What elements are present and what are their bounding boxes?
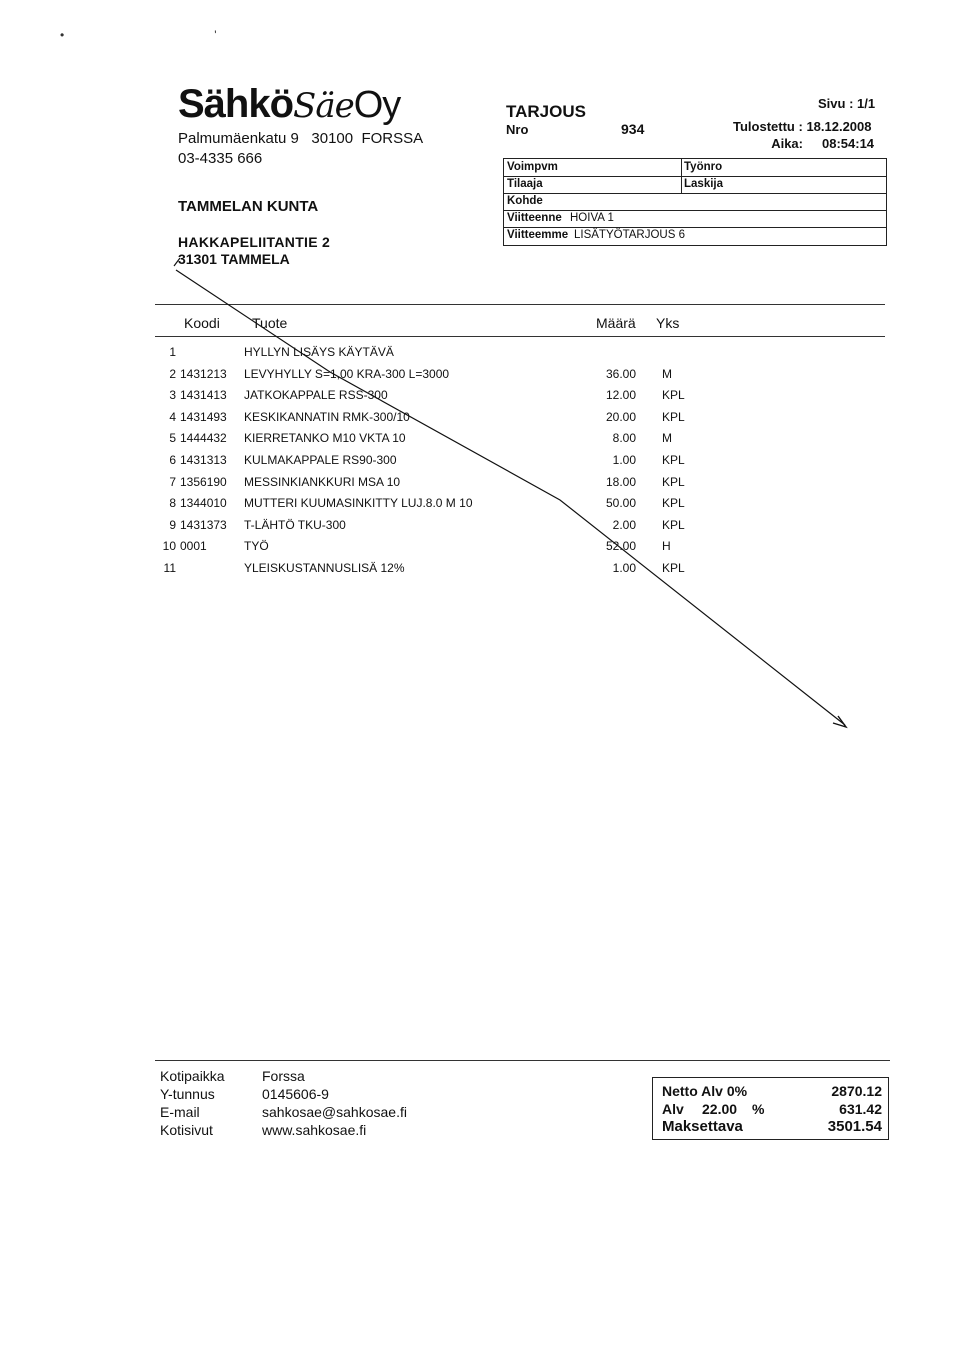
total-due-value: 3501.54: [827, 1118, 882, 1135]
tyonro-label: Työnro: [684, 161, 723, 173]
row-code: 1431493: [180, 409, 227, 424]
kohde-label: Kohde: [507, 195, 543, 207]
printed-value: 18.12.2008: [806, 119, 872, 134]
row-number: 11: [163, 561, 176, 575]
row-quantity: 20.00: [605, 409, 636, 424]
time-label: Aika:: [771, 136, 803, 151]
totals-box: [652, 1077, 889, 1140]
document-number: 934: [621, 121, 645, 137]
row-number: 6: [169, 453, 176, 467]
row-description: MUTTERI KUUMASINKITTY LUJ.8.0 M 10: [244, 496, 473, 511]
row-quantity: 2.00: [612, 517, 636, 532]
footer-ytunnus: 0145606-9: [262, 1086, 329, 1102]
row-number: 3: [169, 388, 176, 403]
row-number: 9: [169, 517, 176, 532]
total-net-label: Netto Alv 0%: [662, 1083, 748, 1099]
row-number: 7: [169, 474, 176, 489]
row-unit: M: [662, 431, 672, 446]
laskija-label: Laskija: [684, 178, 723, 190]
row-quantity: 12.00: [605, 388, 636, 403]
row-quantity: 8.00: [612, 431, 636, 446]
row-description: KULMAKAPPALE RS90-300: [244, 453, 397, 467]
scan-marks: • ': [60, 28, 217, 42]
footer-email: sahkosae@sahkosae.fi: [262, 1104, 407, 1120]
row-number: 1: [169, 345, 176, 359]
row-code: 1431213: [180, 366, 227, 381]
row-code: 1356190: [180, 474, 227, 489]
row-code: 1431413: [180, 388, 227, 403]
viitteenne-value: HOIVA 1: [570, 212, 614, 224]
total-vat-value: 631.42: [839, 1101, 882, 1117]
footer-web-label: Kotisivut: [160, 1122, 213, 1138]
row-code: 1431313: [180, 453, 227, 467]
column-header-code: Koodi: [184, 315, 220, 331]
customer-street: HAKKAPELIITANTIE 2: [178, 234, 331, 250]
printed-label: Tulostettu :: [733, 119, 803, 134]
total-net-value: 2870.12: [831, 1083, 882, 1099]
row-unit: KPL: [662, 496, 685, 511]
tilaaja-label: Tilaaja: [507, 178, 543, 190]
row-description: KIERRETANKO M10 VKTA 10: [244, 431, 406, 446]
row-code: 1344010: [180, 496, 227, 511]
time-value: 08:54:14: [822, 136, 875, 151]
viitteemme-label: Viitteemme: [507, 229, 569, 241]
row-quantity: 1.00: [612, 453, 636, 467]
logo-text-suffix: Oy: [353, 84, 401, 126]
row-code: 0001: [180, 539, 207, 554]
row-unit: H: [662, 539, 671, 554]
row-quantity: 36.00: [605, 366, 636, 381]
footer-rule: [155, 1060, 890, 1061]
row-number: 2: [169, 366, 176, 381]
viitteenne-label: Viitteenne: [507, 212, 562, 224]
company-address: Palmumäenkatu 9 30100 FORSSA: [178, 130, 424, 147]
column-header-product: Tuote: [252, 315, 288, 331]
logo-text-prefix: Sähkö: [178, 82, 294, 126]
row-description: MESSINKIANKKURI MSA 10: [244, 474, 401, 489]
footer-ytunnus-label: Y-tunnus: [160, 1086, 215, 1102]
column-header-qty: Määrä: [596, 315, 636, 331]
row-unit: KPL: [662, 517, 685, 532]
row-code: 1444432: [180, 431, 227, 446]
customer-city: 31301 TAMMELA: [178, 251, 290, 267]
row-description: TYÖ: [244, 539, 269, 554]
row-quantity: 1.00: [612, 561, 636, 575]
row-unit: M: [662, 366, 672, 381]
row-code: 1431373: [180, 517, 227, 532]
row-description: KESKIKANNATIN RMK-300/10: [244, 409, 410, 424]
viitteemme-value: LISÄTYÖTARJOUS 6: [574, 229, 685, 241]
row-description: HYLLYN LISÄYS KÄYTÄVÄ: [244, 345, 394, 359]
column-header-unit: Yks: [656, 315, 680, 331]
row-quantity: 18.00: [605, 474, 636, 489]
footer-web: www.sahkosae.fi: [262, 1122, 367, 1138]
row-unit: KPL: [662, 474, 685, 489]
row-unit: KPL: [662, 388, 685, 403]
total-vat-rate: 22.00: [702, 1101, 738, 1117]
row-unit: KPL: [662, 409, 685, 424]
row-description: LEVYHYLLY S=1,00 KRA-300 L=3000: [244, 366, 450, 381]
footer-email-label: E-mail: [160, 1104, 200, 1120]
voimpvm-label: Voimpvm: [507, 161, 558, 173]
total-due-label: Maksettava: [662, 1118, 743, 1135]
row-description: T-LÄHTÖ TKU-300: [244, 517, 346, 532]
row-quantity: 52.00: [605, 539, 636, 554]
row-description: YLEISKUSTANNUSLISÄ 12%: [244, 561, 405, 575]
document-title: TARJOUS: [506, 102, 586, 121]
total-vat-label: Alv: [662, 1101, 684, 1117]
row-number: 10: [162, 539, 176, 554]
row-unit: KPL: [662, 561, 685, 575]
number-label: Nro: [506, 122, 529, 137]
footer-kotipaikka-label: Kotipaikka: [160, 1068, 225, 1084]
company-phone: 03-4335 666: [178, 150, 263, 167]
total-vat-percent-sign: %: [752, 1101, 765, 1117]
row-unit: KPL: [662, 453, 685, 467]
row-description: JATKOKAPPALE RSS-300: [244, 388, 388, 403]
row-number: 4: [169, 409, 176, 424]
customer-name: TAMMELAN KUNTA: [178, 198, 319, 215]
footer-kotipaikka: Forssa: [262, 1068, 305, 1084]
row-number: 5: [169, 431, 176, 446]
row-number: 8: [169, 496, 176, 511]
row-quantity: 50.00: [605, 496, 636, 511]
logo-script-text: Säe: [293, 86, 354, 126]
page-number: Sivu : 1/1: [818, 96, 876, 111]
